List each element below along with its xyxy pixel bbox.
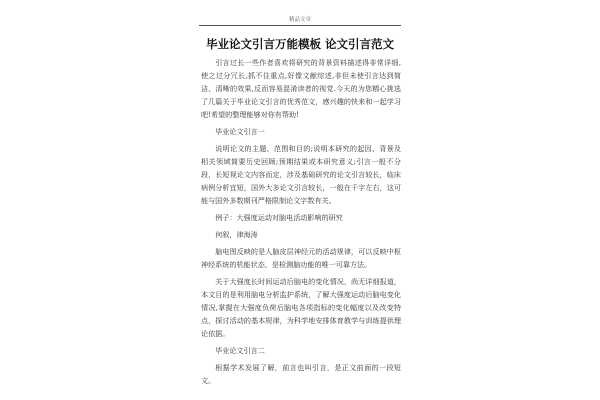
section-heading-one: 毕业论文引言一 bbox=[215, 127, 265, 136]
section-heading-two: 毕业论文引言二 bbox=[215, 346, 265, 355]
body-paragraph: 根据学术发展了解，前言也叫引言，是正文前面的一段短文。 bbox=[201, 363, 401, 385]
body-paragraph: 脑电图反映的是人脑皮层神经元的活动规律，可以反映中枢神经系统的机能状态，是检测脑功能的唯一可靠方法。 bbox=[201, 247, 401, 269]
document-title: 毕业论文引言万能模板 论文引言范文 bbox=[205, 37, 394, 51]
example-authors: 何叙，律海涛 bbox=[215, 230, 258, 239]
body-paragraph: 说明论文的主题、范围和目的;说明本研究的起因、背景及相关领域简要历史回顾;预期结果或本研究意义;引言一般不分段，长短视论文内容而定，涉及基础研究的论文引言较长，临床病例分析宜短，国外大多论文引言较长，一般在千字左右，这可能与国外多数期刊严格限制论文字数有关。 bbox=[201, 144, 401, 205]
header-divider bbox=[199, 25, 401, 26]
example-title: 例子：大强度运动对脑电活动影响的研究 bbox=[215, 213, 343, 222]
intro-paragraph: 引言过长一些作者喜欢将研究的背景资料描述得非常详细,使之过分冗长,抓不住重点,好像文献综述,非但未使引言达到简洁、清晰的效果,反而容易混淆读者的视觉.今天的为您精心挑选了几篇关于毕业论文引言的优秀范文，感兴趣的快来和一起学习吧!希望的整理能够对你有帮助! bbox=[201, 58, 401, 119]
header-label: 精品文章 bbox=[288, 17, 311, 23]
document-body bbox=[201, 56, 401, 387]
body-paragraph: 关于大强度长时间运动后脑电的变化情况，尚无详细报道，本文目的是利用脑电分析监护系统，了解大强度运动后脑电变化情况,掌握在大强度负荷后脑电各项指标的变化幅度以及改变特点，探讨活动的基本规律，为科学地安排体育教学与训练提供理论依据。 bbox=[201, 277, 401, 338]
